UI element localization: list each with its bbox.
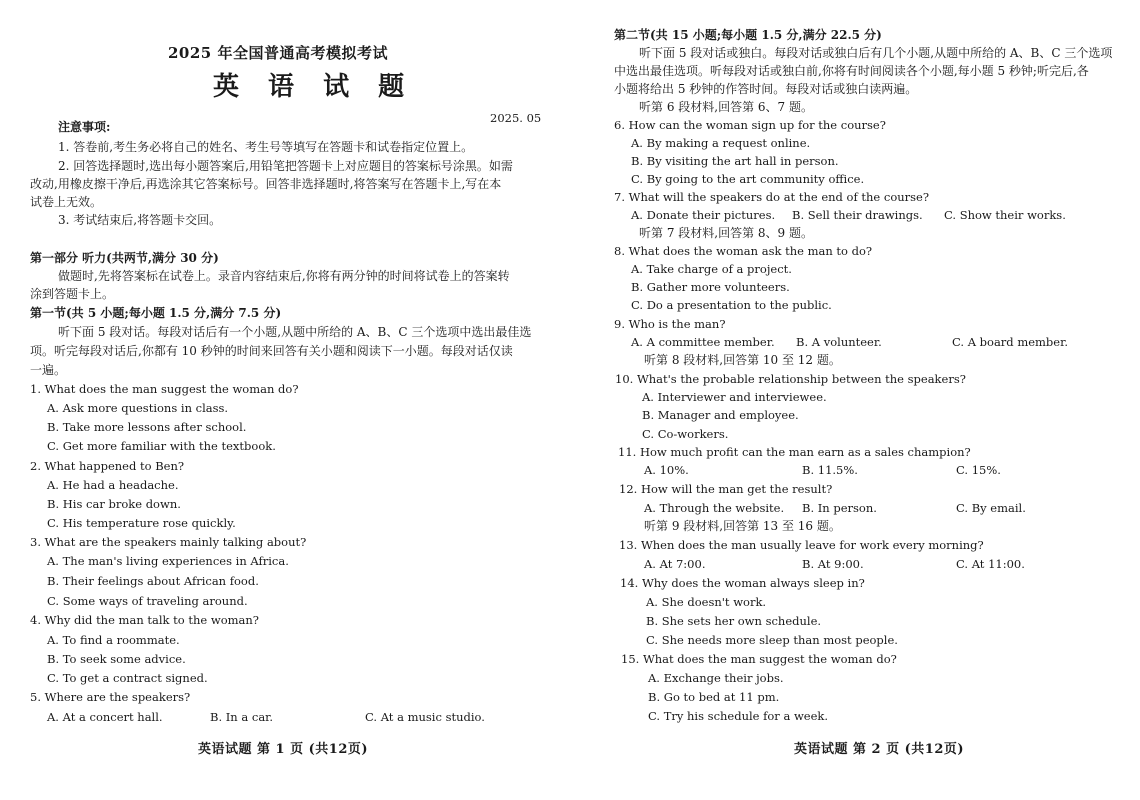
option-a: A. Take charge of a project. — [631, 262, 792, 276]
exam-page-1 — [28, 0, 548, 800]
question-stem: 10. What's the probable relationship between the speakers? — [615, 372, 966, 386]
section2-intro: 中选出最佳选项。听每段对话或独白前,你将有时间阅读各个小题,每小题 5 秒钟;听完后,各 — [614, 64, 1089, 78]
question-stem: 8. What does the woman ask the man to do? — [614, 244, 873, 258]
option-c: C. Try his schedule for a week. — [648, 709, 829, 723]
option-a: A. At a concert hall. — [47, 710, 163, 724]
option-c: C. A board member. — [952, 335, 1068, 349]
notice-line: 1. 答卷前,考生务必将自己的姓名、考生号等填写在答题卡和试卷指定位置上。 — [58, 140, 474, 154]
option-a: A. She doesn't work. — [646, 595, 767, 609]
option-b: B. In a car. — [210, 710, 274, 724]
section2-intro: 听下面 5 段对话或独白。每段对话或独白后有几个小题,从题中所给的 A、B、C 三个选项 — [639, 46, 1113, 60]
option-a: A. Through the website. — [644, 501, 785, 515]
option-b: B. Gather more volunteers. — [631, 280, 790, 294]
option-c: C. Some ways of traveling around. — [47, 594, 248, 608]
question-stem: 11. How much profit can the man earn as a sales champion? — [618, 445, 971, 459]
option-b: B. Take more lessons after school. — [47, 420, 247, 434]
question-stem: 12. How will the man get the result? — [619, 482, 833, 496]
notice-title: 注意事项: — [58, 120, 111, 134]
notice-line: 试卷上无效。 — [30, 195, 103, 209]
notice-line: 改动,用橡皮擦干净后,再选涂其它答案标号。回答非选择题时,将答案写在答题卡上,写在本 — [30, 177, 502, 191]
option-c: C. At 11:00. — [956, 557, 1025, 571]
question-stem: 7. What will the speakers do at the end of the course? — [614, 190, 930, 204]
section2-heading: 第二节(共 15 小题;每小题 1.5 分,满分 22.5 分) — [614, 28, 882, 42]
material-instruction: 听第 9 段材料,回答第 13 至 16 题。 — [644, 519, 841, 533]
option-a: A. At 7:00. — [644, 557, 706, 571]
option-b: B. In person. — [802, 501, 877, 515]
option-c: C. Show their works. — [944, 208, 1066, 222]
question-stem: 13. When does the man usually leave for work every morning? — [619, 538, 984, 552]
option-a: A. By making a request online. — [631, 136, 811, 150]
question-stem: 6. How can the woman sign up for the course? — [614, 118, 886, 132]
option-a: A. He had a headache. — [47, 478, 179, 492]
page-footer: 英语试题 第 1 页 (共12页) — [198, 742, 369, 757]
exam-page-2 — [612, 0, 1117, 800]
section1-heading: 第一节(共 5 小题;每小题 1.5 分,满分 7.5 分) — [30, 306, 282, 320]
page-footer: 英语试题 第 2 页 (共12页) — [794, 742, 965, 757]
exam-title: 2025 年全国普通高考模拟考试 — [168, 44, 388, 62]
question-stem: 4. Why did the man talk to the woman? — [30, 613, 259, 627]
option-c: C. His temperature rose quickly. — [47, 516, 236, 530]
option-c: C. By email. — [956, 501, 1026, 515]
option-b: B. Go to bed at 11 pm. — [648, 690, 780, 704]
part1-intro: 做题时,先将答案标在试卷上。录音内容结束后,你将有两分钟的时间将试卷上的答案转 — [58, 269, 510, 283]
question-stem: 1. What does the man suggest the woman do? — [30, 382, 299, 396]
option-b: B. Sell their drawings. — [792, 208, 923, 222]
notice-line: 3. 考试结束后,将答题卡交回。 — [58, 213, 222, 227]
option-b: B. To seek some advice. — [47, 652, 186, 666]
option-b: B. Manager and employee. — [642, 408, 799, 422]
option-b: B. A volunteer. — [796, 335, 882, 349]
question-stem: 15. What does the man suggest the woman do? — [621, 652, 897, 666]
question-stem: 2. What happened to Ben? — [30, 459, 185, 473]
question-stem: 9. Who is the man? — [614, 317, 726, 331]
option-a: A. 10%. — [644, 463, 689, 477]
material-instruction: 听第 8 段材料,回答第 10 至 12 题。 — [644, 353, 841, 367]
notice-line: 2. 回答选择题时,选出每小题答案后,用铅笔把答题卡上对应题目的答案标号涂黑。如需 — [58, 159, 513, 173]
option-b: B. Their feelings about African food. — [47, 574, 259, 588]
option-b: B. By visiting the art hall in person. — [631, 154, 839, 168]
option-c: C. By going to the art community office. — [631, 172, 865, 186]
option-a: A. A committee member. — [631, 335, 775, 349]
option-a: A. Exchange their jobs. — [648, 671, 784, 685]
option-b: B. She sets her own schedule. — [646, 614, 822, 628]
section1-intro: 听下面 5 段对话。每段对话后有一个小题,从题中所给的 A、B、C 三个选项中选出最佳选 — [58, 325, 532, 339]
section2-intro: 小题将给出 5 秒钟的作答时间。每段对话或独白读两遍。 — [614, 82, 918, 96]
option-a: A. The man's living experiences in Africa. — [47, 554, 289, 568]
option-c: C. At a music studio. — [365, 710, 485, 724]
option-b: B. His car broke down. — [47, 497, 181, 511]
option-c: C. She needs more sleep than most people. — [646, 633, 898, 647]
option-a: A. Interviewer and interviewee. — [642, 390, 827, 404]
question-stem: 3. What are the speakers mainly talking about? — [30, 535, 307, 549]
exam-date: 2025. 05 — [490, 111, 542, 125]
option-c: C. Co-workers. — [642, 427, 729, 441]
question-stem: 14. Why does the woman always sleep in? — [620, 576, 865, 590]
option-a: A. To find a roommate. — [47, 633, 180, 647]
option-c: C. Get more familiar with the textbook. — [47, 439, 276, 453]
option-c: C. 15%. — [956, 463, 1001, 477]
question-stem: 5. Where are the speakers? — [30, 690, 191, 704]
part1-intro: 涂到答题卡上。 — [30, 287, 115, 301]
part1-heading: 第一部分 听力(共两节,满分 30 分) — [30, 251, 219, 265]
subject-title: 英 语 试 题 — [213, 72, 415, 102]
option-a: A. Donate their pictures. — [631, 208, 776, 222]
material-instruction: 听第 7 段材料,回答第 8、9 题。 — [639, 226, 813, 240]
material-instruction: 听第 6 段材料,回答第 6、7 题。 — [639, 100, 813, 114]
section1-intro: 项。听完每段对话后,你都有 10 秒钟的时间来回答有关小题和阅读下一小题。每段对话仅读 — [30, 344, 513, 358]
option-b: B. At 9:00. — [802, 557, 864, 571]
option-b: B. 11.5%. — [802, 463, 858, 477]
option-a: A. Ask more questions in class. — [47, 401, 229, 415]
option-c: C. To get a contract signed. — [47, 671, 208, 685]
option-c: C. Do a presentation to the public. — [631, 298, 832, 312]
section1-intro: 一遍。 — [30, 363, 67, 377]
